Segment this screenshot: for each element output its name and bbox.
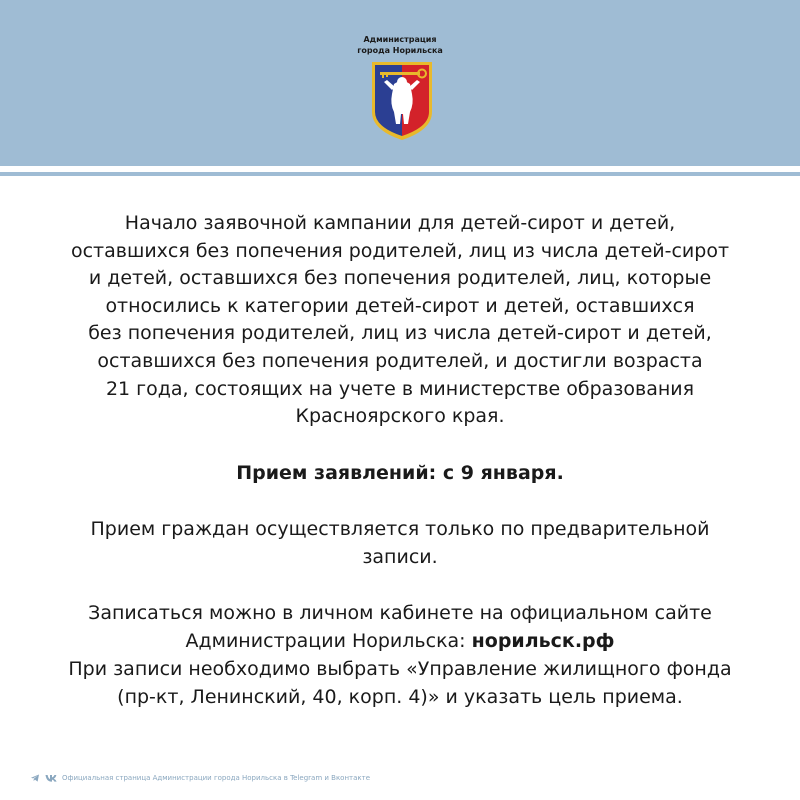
signup-line: (пр-кт, Ленинский, 40, корп. 4)» и указать цель приема. <box>117 685 683 708</box>
body-line: оставшихся без попечения родителей, лиц из числа детей-сирот <box>70 239 730 262</box>
body-line: 21 года, состоящих на учете в министерстве образования <box>105 377 695 400</box>
body-line: относились к категории детей-сирот и детей, оставшихся <box>105 294 695 317</box>
announcement-body <box>20 210 780 431</box>
org-title <box>340 34 460 56</box>
coat-of-arms-icon <box>368 60 436 142</box>
org-title-line2: города Норильска <box>357 46 443 55</box>
signup-instructions <box>20 599 780 711</box>
footer <box>30 772 370 784</box>
website-link[interactable]: норильск.рф <box>471 629 615 652</box>
body-line: Начало заявочной кампании для детей-сирот и детей, <box>124 212 676 234</box>
info-line: записи. <box>362 545 438 568</box>
info-line: Прием граждан осуществляется только по предварительной <box>90 517 710 540</box>
header-divider <box>0 172 800 176</box>
vk-icon <box>45 774 57 782</box>
appointment-info <box>20 515 780 571</box>
body-line: Красноярского края. <box>295 405 505 428</box>
signup-line: Администрации Норильска: <box>185 629 472 652</box>
signup-line: При записи необходимо выбрать «Управление жилищного фонда <box>68 657 732 680</box>
body-line: оставшихся без попечения родителей, и достигли возраста <box>97 349 703 372</box>
deadline-text: Прием заявлений: с 9 января. <box>236 461 564 484</box>
announcement <box>20 210 780 711</box>
body-line: и детей, оставшихся без попечения родителей, лиц, которые <box>88 267 712 290</box>
footer-text: Официальная страница Администрации города Норильска в Telegram и Вконтакте <box>62 774 371 782</box>
signup-line: Записаться можно в личном кабинете на официальном сайте <box>88 601 712 624</box>
body-line: без попечения родителей, лиц из числа детей-сирот и детей, <box>88 322 712 345</box>
telegram-icon <box>30 773 40 783</box>
org-title-line1: Администрация <box>363 35 437 44</box>
